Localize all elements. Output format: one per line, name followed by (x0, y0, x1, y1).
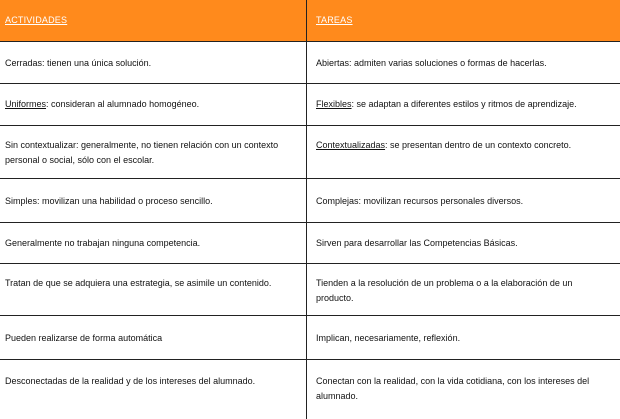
activity-cell (5, 97, 297, 112)
task-cell (316, 374, 612, 404)
activity-text: Generalmente no trabajan ninguna competencia. (5, 238, 201, 248)
table-row (0, 223, 620, 264)
activity-text: Tratan de que se adquiera una estrategia, se asimile un contenido. (5, 278, 272, 288)
task-cell (316, 138, 612, 153)
task-cell (316, 236, 612, 251)
table-row (0, 316, 620, 360)
task-text: Tienden a la resolución de un problema o a la elaboración de un producto. (316, 278, 573, 303)
activity-text: : consideran al alumnado homogéneo. (46, 99, 200, 109)
column-divider (306, 0, 307, 419)
activity-cell (5, 331, 297, 346)
task-text: : se presentan dentro de un contexto concreto. (385, 140, 572, 150)
table-row (0, 126, 620, 179)
activity-text: Sin contextualizar: generalmente, no tienen relación con un contexto personal o social, sólo con el escolar. (5, 140, 279, 165)
task-cell (316, 331, 612, 346)
task-text: Sirven para desarrollar las Competencias Básicas. (316, 238, 518, 248)
activity-cell (5, 374, 297, 389)
table-row (0, 360, 620, 419)
task-text: Complejas: movilizan recursos personales diversos. (316, 196, 524, 206)
task-text: : se adaptan a diferentes estilos y ritmos de aprendizaje. (351, 99, 577, 109)
task-term: Flexibles (316, 99, 352, 109)
activity-cell (5, 56, 297, 71)
header-tasks: TAREAS (316, 15, 353, 25)
table-row (0, 179, 620, 223)
task-cell (316, 194, 612, 209)
activity-cell (5, 276, 297, 291)
activity-text: Desconectadas de la realidad y de los intereses del alumnado. (5, 376, 256, 386)
task-cell (316, 56, 612, 71)
table-row (0, 42, 620, 84)
activity-term: Uniformes (5, 99, 47, 109)
task-term: Contextualizadas (316, 140, 386, 150)
task-text: Implican, necesariamente, reflexión. (316, 333, 461, 343)
header-activities: ACTIVIDADES (5, 15, 68, 25)
activity-text: Simples: movilizan una habilidad o proceso sencillo. (5, 196, 213, 206)
task-cell (316, 276, 612, 306)
table-row (0, 84, 620, 126)
activity-cell (5, 194, 297, 209)
activity-cell (5, 236, 297, 251)
table-row (0, 264, 620, 316)
task-cell (316, 97, 612, 112)
task-text: Conectan con la realidad, con la vida cotidiana, con los intereses del alumnado. (316, 376, 590, 401)
table-header (0, 0, 620, 42)
activity-text: Cerradas: tienen una única solución. (5, 58, 152, 68)
activity-text: Pueden realizarse de forma automática (5, 333, 163, 343)
task-text: Abiertas: admiten varias soluciones o formas de hacerlas. (316, 58, 547, 68)
activity-cell (5, 138, 297, 168)
